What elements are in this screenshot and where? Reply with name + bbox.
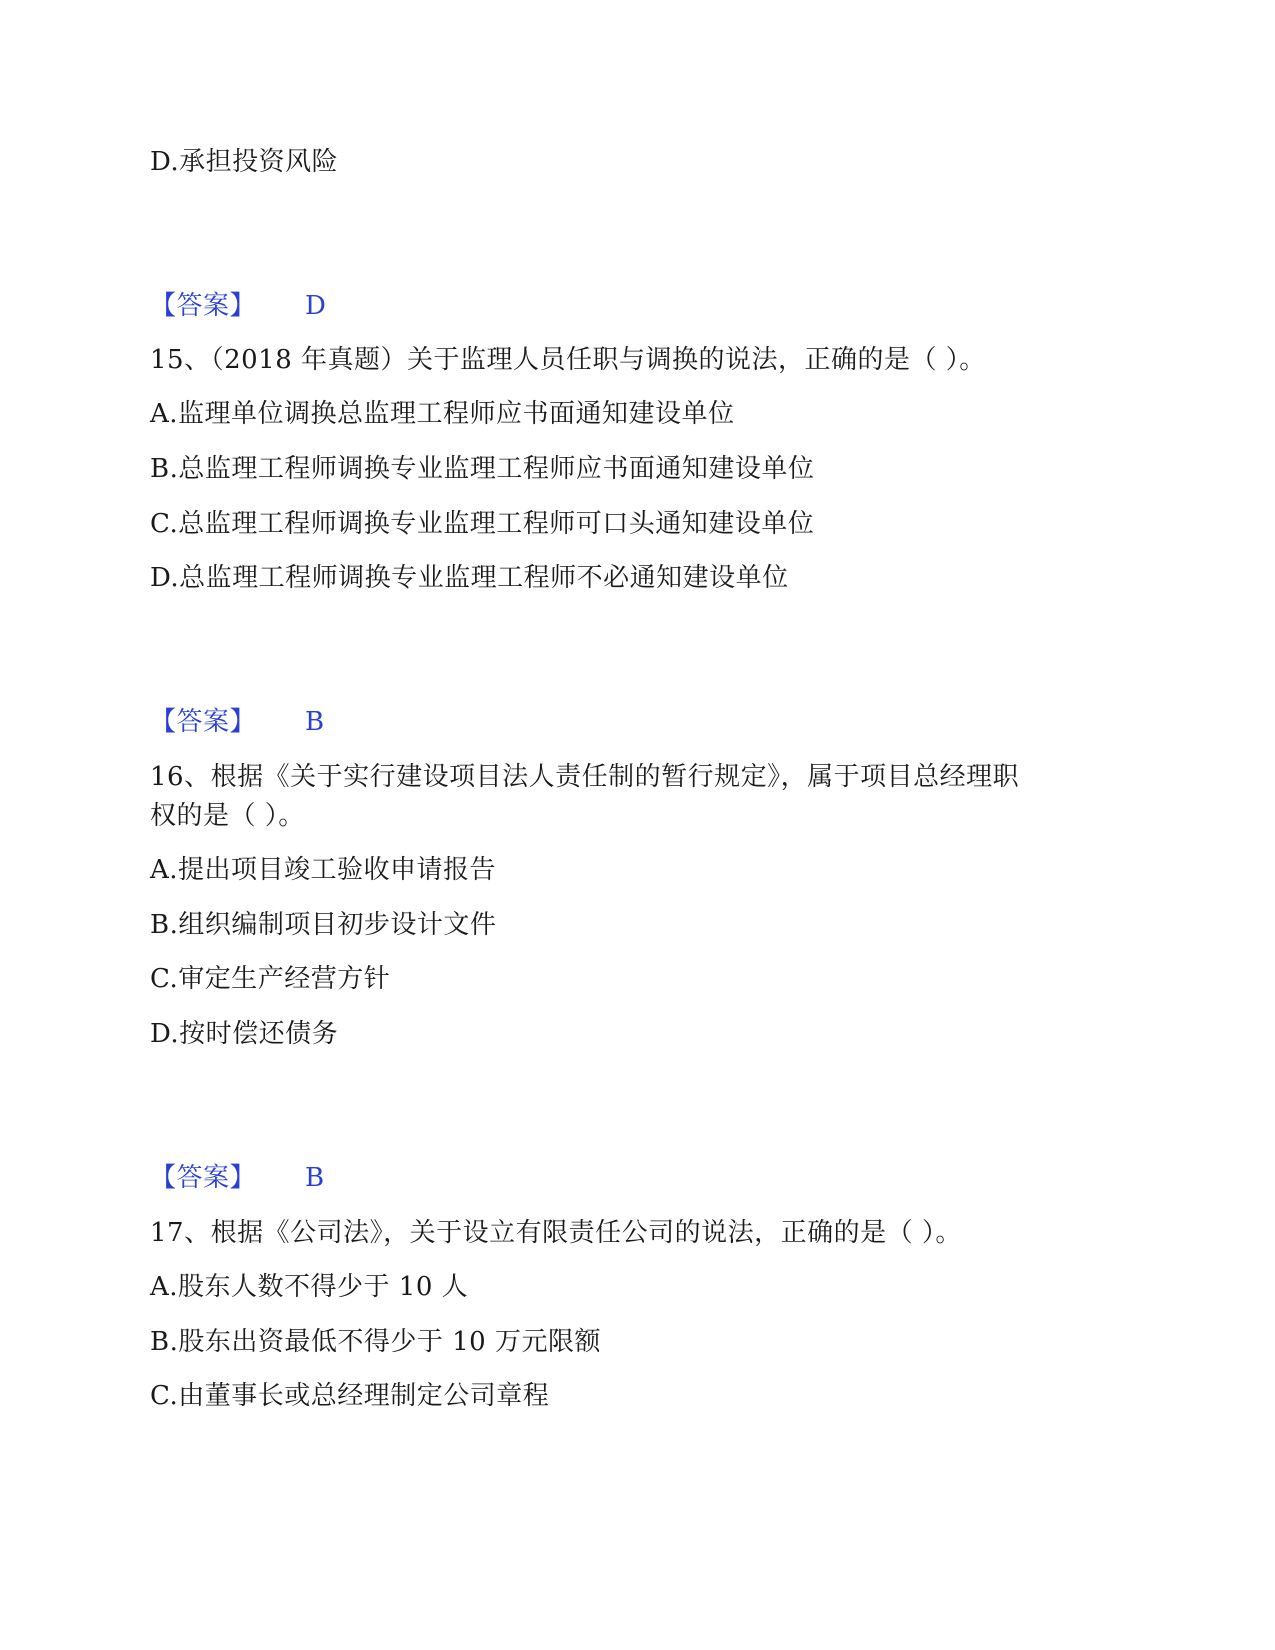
q17-option-c: C.由董事长或总经理制定公司章程 — [150, 1381, 550, 1411]
answer-value: B — [305, 1163, 325, 1193]
q16-option-c: C.审定生产经营方针 — [150, 964, 391, 994]
q17-option-a: A.股东人数不得少于 10 人 — [150, 1272, 469, 1302]
q16-stem-line1: 16、根据《关于实行建设项目法人责任制的暂行规定》，属于项目总经理职 — [150, 762, 1020, 792]
q16-option-a: A.提出项目竣工验收申请报告 — [150, 855, 497, 885]
q16-option-b: B.组织编制项目初步设计文件 — [150, 910, 497, 940]
q15-option-c: C.总监理工程师调换专业监理工程师可口头通知建设单位 — [150, 509, 815, 539]
q15-option-a: A.监理单位调换总监理工程师应书面通知建设单位 — [150, 399, 735, 429]
answer-label: 【答案】 — [150, 1163, 257, 1193]
q15-option-d: D.总监理工程师调换专业监理工程师不必通知建设单位 — [150, 563, 789, 593]
q15-option-b: B.总监理工程师调换专业监理工程师应书面通知建设单位 — [150, 454, 815, 484]
q16-option-d: D.按时偿还债务 — [150, 1019, 339, 1049]
q14-answer — [150, 286, 326, 326]
q15-stem: 15、（2018 年真题）关于监理人员任职与调换的说法，正确的是（ ）。 — [150, 345, 986, 375]
q16-stem-line2: 权的是（ ）。 — [150, 801, 305, 831]
answer-label: 【答案】 — [150, 291, 257, 321]
q17-option-b: B.股东出资最低不得少于 10 万元限额 — [150, 1327, 601, 1357]
q17-stem: 17、根据《公司法》，关于设立有限责任公司的说法，正确的是（ ）。 — [150, 1218, 962, 1248]
q16-answer — [150, 1158, 325, 1198]
q15-answer — [150, 702, 325, 742]
q14-option-d: D.承担投资风险 — [150, 147, 339, 177]
answer-label: 【答案】 — [150, 707, 257, 737]
answer-value: D — [305, 291, 327, 321]
answer-value: B — [305, 707, 325, 737]
